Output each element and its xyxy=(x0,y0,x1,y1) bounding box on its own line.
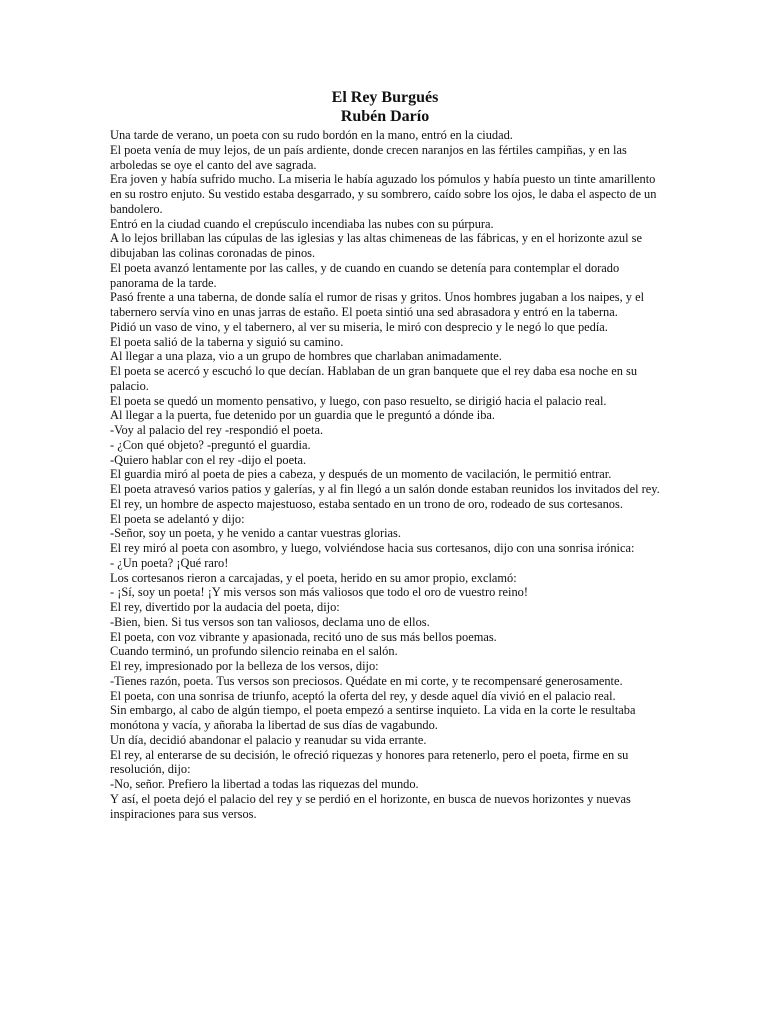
paragraph: Y así, el poeta dejó el palacio del rey y se perdió en el horizonte, en busca de nuevos horizontes y nuevas inspiraciones para sus versos. xyxy=(110,791,631,821)
paragraph: El rey, un hombre de aspecto majestuoso, estaba sentado en un trono de oro, rodeado de sus cortesanos. xyxy=(110,496,623,511)
paragraph: El poeta avanzó lentamente por las calles, y de cuando en cuando se detenía para contemplar el dorado panorama de la tarde. xyxy=(110,260,620,290)
paragraph: Un día, decidió abandonar el palacio y reanudar su vida errante. xyxy=(110,732,427,747)
paragraph: El poeta salió de la taberna y siguió su camino. xyxy=(110,334,344,349)
paragraph: Sin embargo, al cabo de algún tiempo, el poeta empezó a sentirse inquieto. La vida en la corte le resultaba monótona y vacía, y añoraba la libertad de sus días de vagabundo. xyxy=(110,703,636,732)
paragraph: - ¿Un poeta? ¡Qué raro! xyxy=(110,555,229,570)
paragraph: Al llegar a una plaza, vio a un grupo de hombres que charlaban animadamente. xyxy=(110,349,502,364)
paragraph: Una tarde de verano, un poeta con su rudo bordón en la mano, entró en la ciudad. xyxy=(110,128,513,142)
paragraph: Los cortesanos rieron a carcajadas, y el poeta, herido en su amor propio, exclamó: xyxy=(110,570,517,585)
document-title: El Rey Burgués xyxy=(331,89,439,106)
paragraph: El rey miró al poeta con asombro, y luego, volviéndose hacia sus cortesanos, dijo con una sonrisa irónica: xyxy=(110,541,635,555)
paragraph: - ¡Sí, soy un poeta! ¡Y mis versos son más valiosos que todo el oro de vuestro reino! xyxy=(110,585,529,600)
document-author: Rubén Darío xyxy=(340,108,430,125)
paragraph: El poeta, con una sonrisa de triunfo, aceptó la oferta del rey, y desde aquel día vivió en el palacio real. xyxy=(110,688,616,703)
paragraph: El poeta atravesó varios patios y galerías, y al fin llegó a un salón donde estaban reunidos los invitados del rey. xyxy=(110,482,660,496)
paragraph: Cuando terminó, un profundo silencio reinaba en el salón. xyxy=(110,644,398,659)
paragraph: Entró en la ciudad cuando el crepúsculo incendiaba las nubes con su púrpura. xyxy=(110,216,494,231)
paragraph: El rey, divertido por la audacia del poeta, dijo: xyxy=(110,600,340,614)
paragraph: -Voy al palacio del rey -respondió el poeta. xyxy=(110,423,324,437)
paragraph: Pidió un vaso de vino, y el tabernero, al ver su miseria, le miró con desprecio y le negó lo que pedía. xyxy=(110,319,608,334)
paragraph: El poeta, con voz vibrante y apasionada, recitó uno de sus más bellos poemas. xyxy=(110,629,497,644)
paragraph: El rey, al enterarse de su decisión, le ofreció riquezas y honores para retenerlo, pero el poeta, firme en su resolución, dijo: xyxy=(110,747,629,777)
paragraph: El poeta se acercó y escuchó lo que decían. Hablaban de un gran banquete que el rey daba esa noche en su palacio. xyxy=(110,364,638,393)
paragraph: -Señor, soy un poeta, y he venido a cantar vuestras glorias. xyxy=(110,526,401,541)
paragraph: El rey, impresionado por la belleza de los versos, dijo: xyxy=(110,659,379,673)
paragraph: El poeta se adelantó y dijo: xyxy=(110,511,245,526)
paragraph: Pasó frente a una taberna, de donde salía el rumor de risas y gritos. Unos hombres jugaban a los naipes, y el tabernero servía vino en unas jarras de estaño. El poeta sintió una sed abrasadora y entró en la taberna. xyxy=(110,290,645,319)
paragraph: -Tienes razón, poeta. Tus versos son preciosos. Quédate en mi corte, y te recompensaré generosamente. xyxy=(110,673,623,688)
paragraph: El poeta venía de muy lejos, de un país ardiente, donde crecen naranjos en las fértiles campiñas, y en las arboledas se oye el canto del ave sagrada. xyxy=(110,142,627,172)
paragraph: -Bien, bien. Si tus versos son tan valiosos, declama uno de ellos. xyxy=(110,614,430,629)
paragraph: Al llegar a la puerta, fue detenido por un guardia que le preguntó a dónde iba. xyxy=(110,408,495,423)
paragraph: El poeta se quedó un momento pensativo, y luego, con paso resuelto, se dirigió hacia el palacio real. xyxy=(110,393,607,408)
document-body xyxy=(110,128,660,821)
paragraph: - ¿Con qué objeto? -preguntó el guardia. xyxy=(110,437,311,452)
paragraph: -No, señor. Prefiero la libertad a todas las riquezas del mundo. xyxy=(110,777,419,791)
paragraph: -Quiero hablar con el rey -dijo el poeta. xyxy=(110,452,307,467)
paragraph: Era joven y había sufrido mucho. La miseria le había aguzado los pómulos y había puesto un tinte amarillento en su rostro enjuto. Su vestido estaba desgarrado, y su sombrero, caído sobre los ojos, le daba el aspecto de un bandolero. xyxy=(110,172,657,216)
paragraph: A lo lejos brillaban las cúpulas de las iglesias y las altas chimeneas de las fábricas, y en el horizonte azul se dibujaban las colinas coronadas de pinos. xyxy=(110,231,642,260)
paragraph: El guardia miró al poeta de pies a cabeza, y después de un momento de vacilación, le permitió entrar. xyxy=(110,467,612,482)
document-page xyxy=(110,88,660,821)
